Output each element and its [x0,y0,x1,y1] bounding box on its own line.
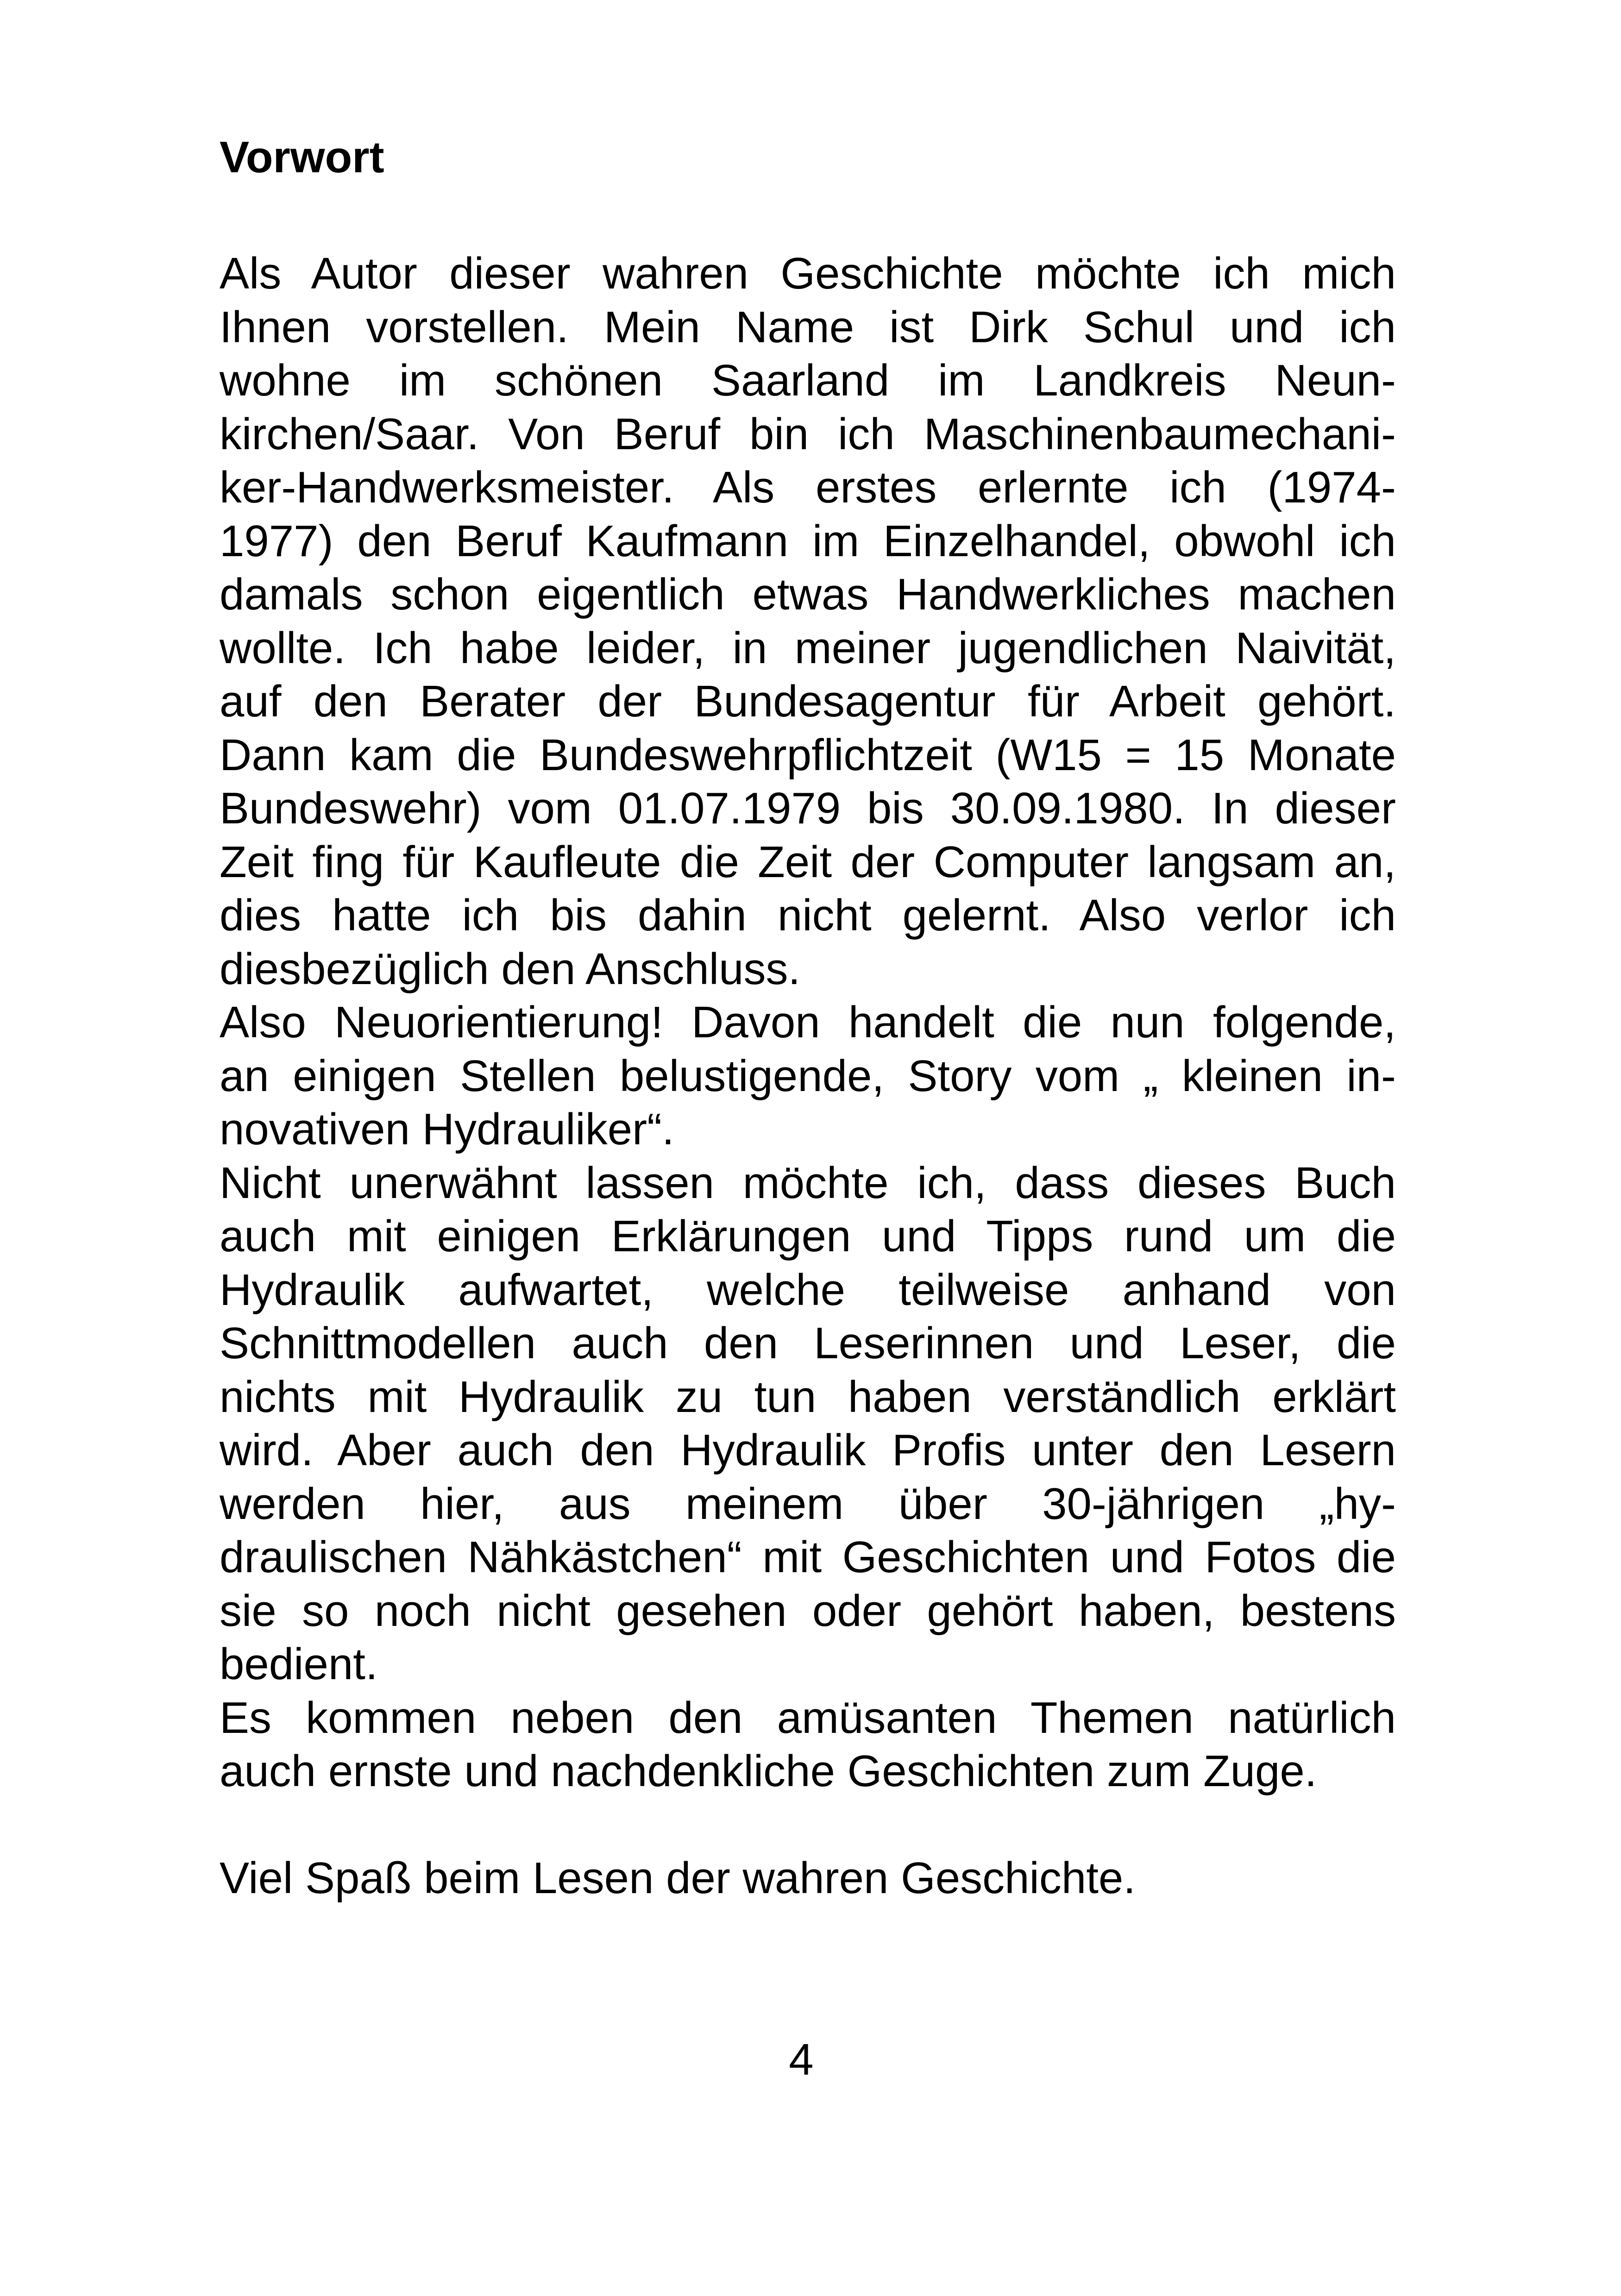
page-number: 4 [789,2035,814,2084]
body-text [220,247,1396,1905]
paragraph-spacer [220,1798,1396,1852]
text-line: novativen Hydrauliker“. [220,1104,674,1154]
text-line: Bundeswehr) vom 01.07.1979 bis 30.09.1980. In dieser [220,784,1396,833]
text-line: wollte. Ich habe leider, in meiner jugendlichen Naivität, [220,623,1396,673]
text-line: Schnittmodellen auch den Leserinnen und Leser, die [220,1318,1396,1368]
text-line: bedient. [220,1639,378,1689]
text-line: Also Neuorientierung! Davon handelt die nun folgende, [220,997,1396,1047]
text-line: draulischen Nähkästchen“ mit Geschichten und Fotos die [220,1532,1396,1582]
text-line: an einigen Stellen belustigende, Story vom „ kleinen in- [220,1051,1396,1101]
text-line: ker-Handwerksmeister. Als erstes erlernte ich (1974- [220,463,1396,512]
text-line: Nicht unerwähnt lassen möchte ich, dass dieses Buch [220,1158,1396,1208]
page-title: Vorwort [220,132,384,182]
text-line: auf den Berater der Bundesagentur für Arbeit gehört. [220,677,1396,726]
text-line: 1977) den Beruf Kaufmann im Einzelhandel, obwohl ich [220,516,1396,566]
text-line: kirchen/Saar. Von Beruf bin ich Maschinenbaumechani- [220,409,1396,459]
text-line: sie so noch nicht gesehen oder gehört haben, bestens [220,1586,1396,1636]
text-line: auch mit einigen Erklärungen und Tipps rund um die [220,1211,1396,1261]
text-line: damals schon eigentlich etwas Handwerkliches machen [220,570,1396,619]
text-line: Es kommen neben den amüsanten Themen natürlich [220,1693,1396,1743]
text-line: werden hier, aus meinem über 30-jährigen „hy- [220,1479,1396,1529]
text-line: Dann kam die Bundeswehrpflichtzeit (W15 = 15 Monate [220,730,1396,780]
text-line: diesbezüglich den Anschluss. [220,944,801,994]
text-line: Ihnen vorstellen. Mein Name ist Dirk Schul und ich [220,302,1396,352]
text-line: dies hatte ich bis dahin nicht gelernt. Also verlor ich [220,891,1396,940]
text-line: Viel Spaß beim Lesen der wahren Geschichte. [220,1853,1136,1903]
text-line: wohne im schönen Saarland im Landkreis Neun- [220,356,1396,405]
text-line: Zeit fing für Kaufleute die Zeit der Computer langsam an, [220,837,1396,887]
text-line: auch ernste und nachdenkliche Geschichten zum Zuge. [220,1746,1317,1796]
text-line: Hydraulik aufwartet, welche teilweise anhand von [220,1265,1396,1315]
text-line: nichts mit Hydraulik zu tun haben verständlich erklärt [220,1372,1396,1422]
text-line: wird. Aber auch den Hydraulik Profis unter den Lesern [220,1425,1396,1475]
text-line: Als Autor dieser wahren Geschichte möchte ich mich [220,249,1396,298]
